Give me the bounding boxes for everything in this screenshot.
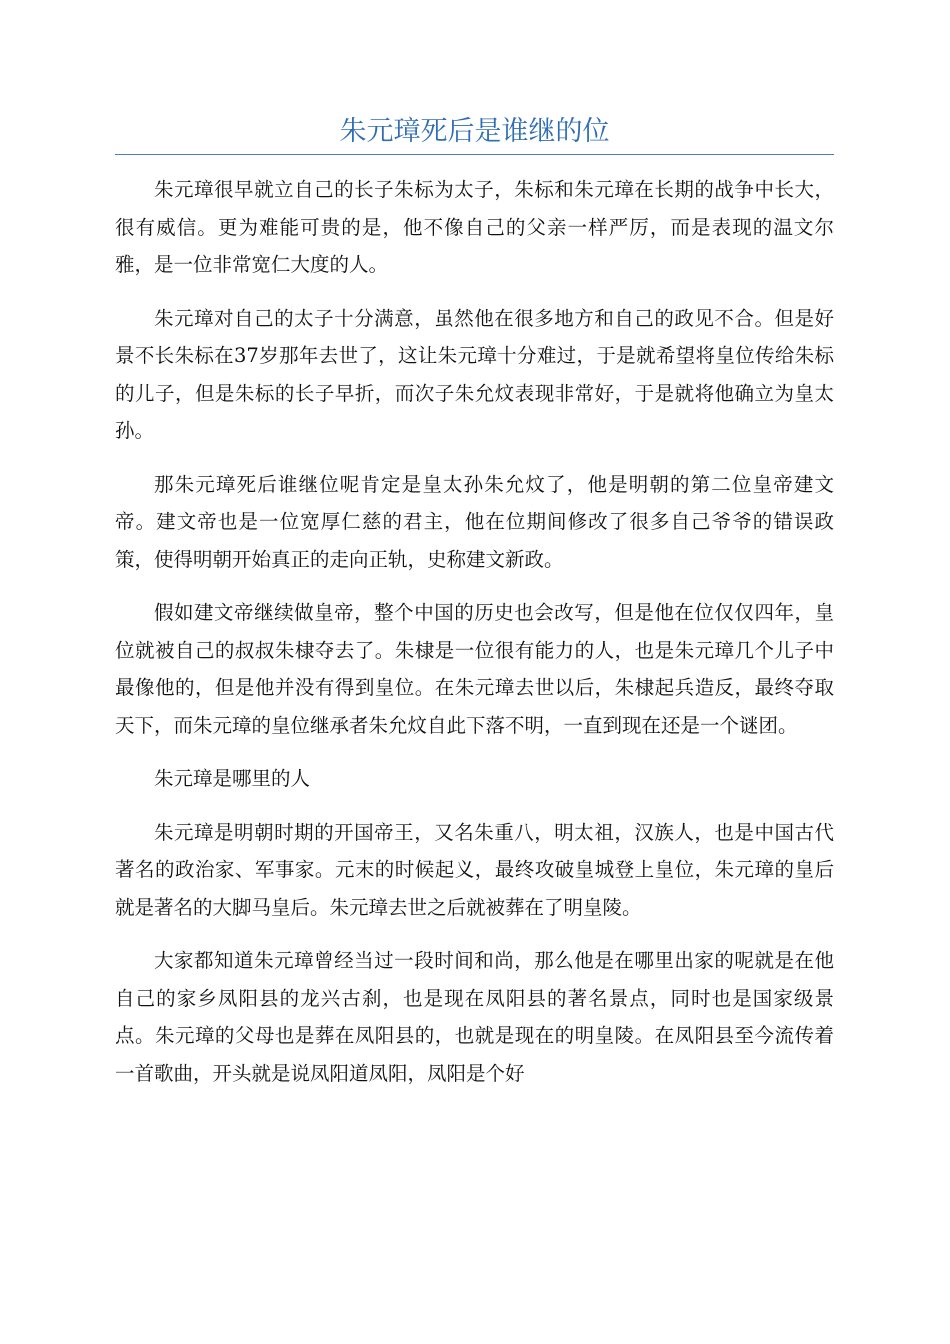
title-underline xyxy=(115,154,834,155)
paragraph-4: 假如建文帝继续做皇帝，整个中国的历史也会改写，但是他在位仅仅四年，皇位就被自己的叔叔朱棣夺去了。朱棣是一位很有能力的人，也是朱元璋几个儿子中最像他的，但是他并没有得到皇位。在朱元璋去世以后，朱棣起兵造反，最终夺取天下，而朱元璋的皇位继承者朱允炆自此下落不明，一直到现在还是一个谜团。 xyxy=(115,601,834,737)
paragraph-3: 那朱元璋死后谁继位呢肯定是皇太孙朱允炆了，他是明朝的第二位皇帝建文帝。建文帝也是一位宽厚仁慈的君主，他在位期间修改了很多自己爷爷的错误政策，使得明朝开始真正的走向正轨，史称建文新政。 xyxy=(115,472,834,571)
document-body xyxy=(115,171,834,1108)
document-title: 朱元璋死后是谁继的位 xyxy=(339,116,610,147)
paragraph-2: 朱元璋对自己的太子十分满意，虽然他在很多地方和自己的政见不合。但是好景不长朱标在37岁那年去世了，这让朱元璋十分难过，于是就希望将皇位传给朱标的儿子，但是朱标的长子早折，而次子朱允炆表现非常好，于是就将他确立为皇太孙。 xyxy=(115,306,834,442)
section-heading: 朱元璋是哪里的人 xyxy=(154,767,311,790)
paragraph-1: 朱元璋很早就立自己的长子朱标为太子，朱标和朱元璋在长期的战争中长大，很有威信。更为难能可贵的是，他不像自己的父亲一样严厉，而是表现的温文尔雅，是一位非常宽仁大度的人。 xyxy=(115,178,834,276)
paragraph-5: 朱元璋是明朝时期的开国帝王，又名朱重八，明太祖，汉族人，也是中国古代著名的政治家、军事家。元末的时候起义，最终攻破皇城登上皇位，朱元璋的皇后就是著名的大脚马皇后。朱元璋去世之后就被葬在了明皇陵。 xyxy=(115,820,834,919)
paragraph-6: 大家都知道朱元璋曾经当过一段时间和尚，那么他是在哪里出家的呢就是在他自己的家乡凤阳县的龙兴古刹，也是现在凤阳县的著名景点，同时也是国家级景点。朱元璋的父母也是葬在凤阳县的，也就是现在的明皇陵。在凤阳县至今流传着一首歌曲，开头就是说凤阳道凤阳，凤阳是个好 xyxy=(115,949,834,1085)
